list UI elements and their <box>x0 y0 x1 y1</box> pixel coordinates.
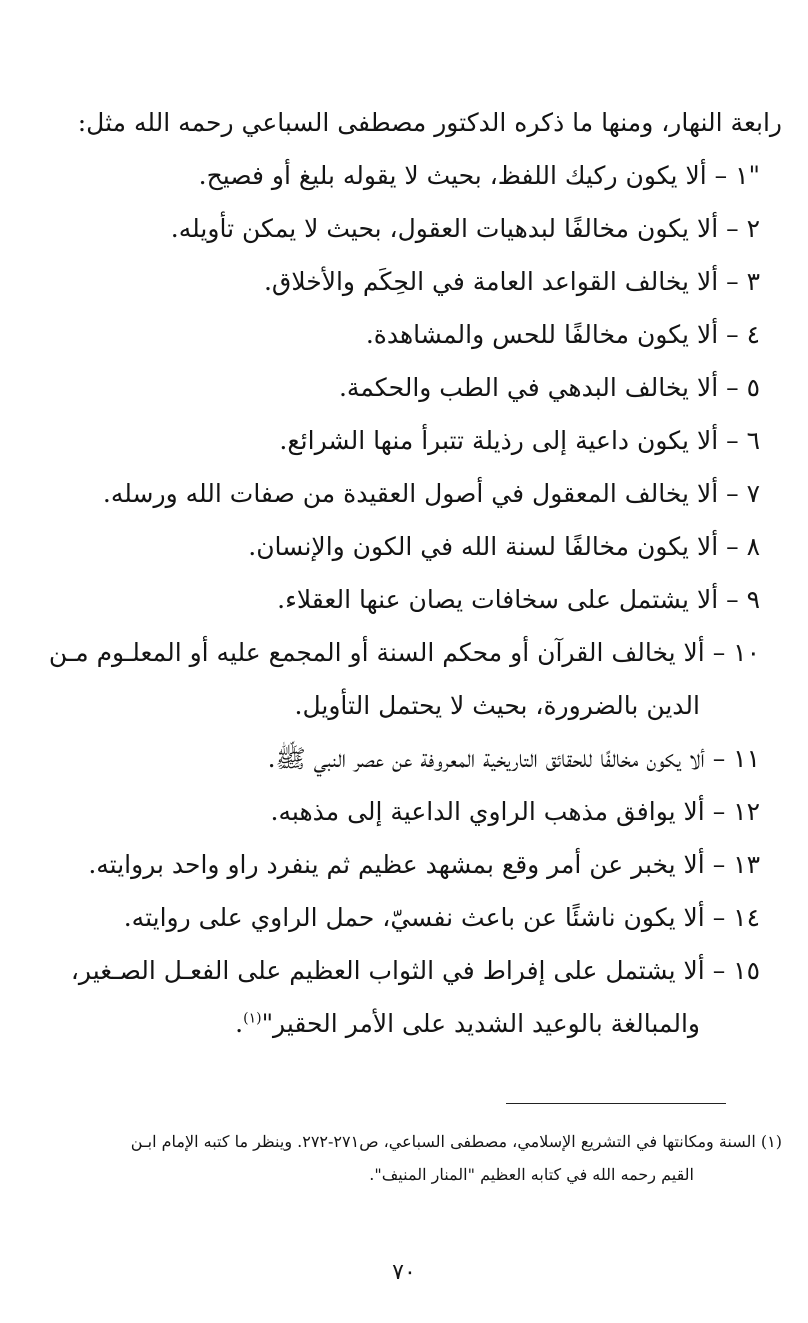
list-item-4: ٤ – ألا يكون مخالفًا للحس والمشاهدة. <box>365 320 760 349</box>
item-text: ألا يكون ناشئًا عن باعث نفسيّ، حمل الراوي على روايته. <box>123 903 705 932</box>
item-number: ١٤ <box>733 903 760 932</box>
list-item-10: ١٠ – ألا يخالف القرآن أو محكم السنة أو المجمع عليه أو المعلـوم مـن <box>48 638 760 667</box>
footnote-line-2: القيم رحمه الله في كتابه العظيم "المنار المنيف". <box>369 1165 694 1184</box>
item-text: ألا يكون مخالفًا لبدهيات العقول، بحيث لا يمكن تأويله. <box>170 214 719 243</box>
list-item-3: ٣ – ألا يخالف القواعد العامة في الحِكَم والأخلاق. <box>263 267 760 296</box>
list-item-7: ٧ – ألا يخالف المعقول في أصول العقيدة من صفات الله ورسله. <box>102 479 760 508</box>
list-item-10-continuation: الدين بالضرورة، بحيث لا يحتمل التأويل. <box>294 691 700 720</box>
item-text: ألا يخالف القرآن أو محكم السنة أو المجمع عليه أو المعلـوم مـن <box>48 638 705 667</box>
item-number: ٢ <box>746 214 760 243</box>
item-text: ألا يكون داعية إلى رذيلة تتبرأ منها الشرائع. <box>279 426 719 455</box>
item-text: ألا يخالف البدهي في الطب والحكمة. <box>338 373 719 402</box>
item-text: ألا يشتمل على سخافات يصان عنها العقلاء. <box>277 585 719 614</box>
footnote-separator <box>506 1103 726 1104</box>
item-number: ٥ <box>746 373 760 402</box>
list-item-1: "١ – ألا يكون ركيك اللفظ، بحيث لا يقوله بليغ أو فصيح. <box>198 161 760 190</box>
item-text: ألا يكون مخالفًا للحس والمشاهدة. <box>365 320 719 349</box>
list-item-13: ١٣ – ألا يخبر عن أمر وقع بمشهد عظيم ثم ينفرد راو واحد بروايته. <box>88 850 760 879</box>
item-number: ٩ <box>746 585 760 614</box>
item-text: ألا يكون ركيك اللفظ، بحيث لا يقوله بليغ أو فصيح. <box>198 161 707 190</box>
footnotes <box>22 1125 782 1191</box>
item-number: "١ <box>735 161 760 190</box>
item-number: ١١ <box>733 744 760 773</box>
item-text: ألا يخالف المعقول في أصول العقيدة من صفات الله ورسله. <box>102 479 719 508</box>
item-number: ٣ <box>746 267 760 296</box>
list-item-14: ١٤ – ألا يكون ناشئًا عن باعث نفسيّ، حمل الراوي على روايته. <box>123 903 760 932</box>
intro-line: رابعة النهار، ومنها ما ذكره الدكتور مصطفى السباعي رحمه الله مثل: <box>77 108 782 137</box>
footnote-reference: (١) <box>243 1010 262 1027</box>
item-text: ألا يوافق مذهب الراوي الداعية إلى مذهبه. <box>270 797 705 826</box>
list-item-15: ١٥ – ألا يشتمل على إفراط في الثواب العظيم على الفعـل الصـغير، <box>70 956 760 985</box>
list-item-2: ٢ – ألا يكون مخالفًا لبدهيات العقول، بحيث لا يمكن تأويله. <box>170 214 760 243</box>
list-item-12: ١٢ – ألا يوافق مذهب الراوي الداعية إلى مذهبه. <box>270 797 760 826</box>
list-item-6: ٦ – ألا يكون داعية إلى رذيلة تتبرأ منها الشرائع. <box>279 426 760 455</box>
list-item-15-continuation <box>20 997 782 1050</box>
list-item-5: ٥ – ألا يخالف البدهي في الطب والحكمة. <box>338 373 760 402</box>
main-text <box>20 96 782 1050</box>
footnote-line-1: (١) السنة ومكانتها في التشريع الإسلامي، مصطفى السباعي، ص٢٧١-٢٧٢. وينظر ما كتبه الإمام ابـن <box>130 1132 782 1151</box>
page-number: ٧٠ <box>392 1260 416 1285</box>
item-text: ألا يكون مخالفًا لسنة الله في الكون والإنسان. <box>248 532 719 561</box>
item-text: ألا يشتمل على إفراط في الثواب العظيم على الفعـل الصـغير، <box>70 956 705 985</box>
item-number: ١٠ <box>733 638 760 667</box>
item-number: ٦ <box>746 426 760 455</box>
item-number: ١٣ <box>733 850 760 879</box>
item-number: ٤ <box>746 320 760 349</box>
item-number: ٧ <box>746 479 760 508</box>
list-item-9: ٩ – ألا يشتمل على سخافات يصان عنها العقلاء. <box>277 585 760 614</box>
item-text: ألا يخبر عن أمر وقع بمشهد عظيم ثم ينفرد راو واحد بروايته. <box>88 850 705 879</box>
item-number: ١٥ <box>733 956 760 985</box>
item-text: والمبالغة بالوعيد الشديد على الأمر الحقير" <box>261 1009 700 1038</box>
item-number: ١٢ <box>733 797 760 826</box>
closing-period: . <box>235 1009 244 1038</box>
list-item-11: ١١ – ألا يكون مخالفًا للحقائق التاريخية المعروفة عن عصر النبي ﷺ. <box>267 744 760 773</box>
item-text: ألا يخالف القواعد العامة في الحِكَم والأخلاق. <box>263 267 719 296</box>
list-item-8: ٨ – ألا يكون مخالفًا لسنة الله في الكون والإنسان. <box>248 532 760 561</box>
item-text: ألا يكون مخالفًا للحقائق التاريخية المعروفة عن عصر النبي ﷺ. <box>267 744 705 773</box>
item-number: ٨ <box>746 532 760 561</box>
